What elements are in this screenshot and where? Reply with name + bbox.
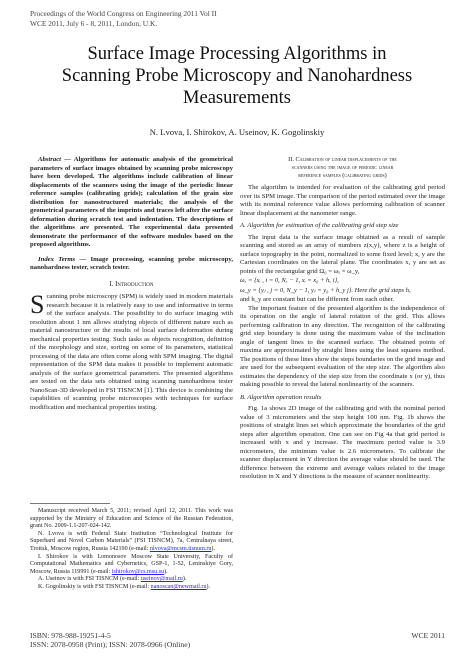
- footnote-useinov-end: ).: [182, 576, 187, 583]
- footer-isbn: ISBN: 978-988-19251-4-5: [30, 631, 111, 640]
- footnote-manuscript: Manuscript received March 5, 2011; revised April 12, 2011. This work was supported by the Ministry of Education and Science of the Russian Federation, grant No. 2009-1.1-207-024-142.: [30, 508, 233, 530]
- abstract-text: Algorithms for automatic analysis of the geometrical parameters of surface images obtained by scanning probe microscopy have been developed. The algorithms include calibration of linear displacements of the scanners using the image of the periodic linear reference samples (calibrating grids); calculation of the grain size distribution for nanostructured materials; the analysis of the geometrical parameters of the imprints and traces left after the surface deformation during scratch test and indentation. The descriptions of the algorithms are presented. The experimental data presented demonstrate the performance of the software modules based on the proposed algorithms.: [30, 156, 233, 248]
- section-heading-calibration: [240, 156, 445, 180]
- footnote-shirokov: [30, 554, 233, 577]
- section-heading-line-1: II. Calibration of linear displacements of the: [288, 156, 397, 163]
- abstract-label: Abstract: [38, 156, 62, 163]
- footnote-shirokov-text: I. Shirokov is with Lomonosov Moscow State University, Faculty of Computational Mathematics and Cybernetics, GSP-1, 1-52, Leninskiye Gory, Moscow, Russia 119991 (e-mail:: [30, 553, 233, 575]
- footnote-gogolinskiy: [30, 584, 233, 592]
- subsection-heading-b: B. Algorithm operation results: [240, 393, 322, 401]
- abstract: [30, 156, 233, 250]
- title-line-3: Measurements: [183, 88, 291, 108]
- input-data-paragraph: The input data is the surface image obtained as a result of sample scanning and stored as an array of numbers z(x,y), where z is a height of surface topography in the point, normalized to some fixed level; x, y are the Cartesian coordinates on the lateral plane. The coordinates x, y are set as points of the rectangular grid Ω₀ = ωₓ × ω_y,: [240, 233, 445, 275]
- footnote-useinov-text: A. Useinov is with FSI TISNCM (e-mail:: [38, 576, 141, 583]
- footer-conference: WCE 2011: [411, 631, 445, 640]
- email-link-useinov[interactable]: useinov@mail.ru: [140, 576, 183, 583]
- footnote-lvova-end: ).: [211, 545, 215, 552]
- equation-omega-x: ωₓ = {xᵢ , i = 0, Nₓ − 1, xᵢ = x₀ + hₓ i},: [240, 277, 339, 284]
- title-line-2: Scanning Probe Microscopy and Nanohardness: [61, 66, 413, 86]
- algorithm-feature-paragraph: The important feature of the presented algorithm is the independence of its operation on the angle of lateral rotation of the grid. This allows performing calibration in any direction. The recognition of the calibrating grid step boundary is done using the maximum value of the inclination angle of tangent lines to the scanned surface. The obtained points of maxima are approximated by straight lines using the least squares method. The positions of these lines show the steps boundaries on the grid image and are used for the subsequent evaluation of the step size. The algorithm also estimates the dependency of the step size from the coordinate x (or y), thus making possible to reveal the lateral nonlinearity of the scanners.: [240, 304, 445, 388]
- footnote-gogolinskiy-end: ).: [206, 583, 211, 590]
- footnote-rule: [30, 503, 110, 504]
- page-footer: [30, 631, 190, 649]
- header-line-1: Proceedings of the World Congress on Engineering 2011 Vol II: [30, 9, 217, 18]
- footnote-lvova-text: N. Lvova is with Federal State Institution “Technological Institute for Superhard and Novel Carbon Materials” (FSI TISNCM), 7a, Centralnaya street, Troitsk, Moscow region, Russia 142190 (e-mail:: [30, 530, 233, 552]
- equation-omega-y: ω_y = {yⱼ , j = 0, N_y − 1, yⱼ = y₀ + h_y j}. Here the grid steps hₓ: [240, 286, 411, 294]
- drop-cap: S: [30, 290, 45, 319]
- left-column: [30, 156, 233, 412]
- email-link-gogolinskiy[interactable]: nanoscan@newmail.ru: [150, 583, 207, 590]
- author-list: N. Lvova, I. Shirokov, A. Useinov, K. Gogolinskiy: [149, 127, 325, 137]
- email-link-lvova[interactable]: nlvova@mcsm.tisnum.ru: [149, 545, 212, 552]
- subsection-heading-a: A. Algorithm for estimation of the calibrating grid step size: [240, 222, 399, 229]
- footnotes: [30, 503, 233, 592]
- footnote-gogolinskiy-text: K. Gogolinskiy is with FSI TISNCM (e-mail:: [38, 583, 151, 590]
- results-paragraph: Fig. 1a shows 2D image of the calibrating grid with the nominal period value of 3 micrometers and the step height 100 nm. Fig. 1b shows the positions of straight lines set which approximate the boundaries of the grid steps after algorithm operation. One can see on Fig 4a that grid period is increased with x and y increase. The maximum period value is 3.9 micrometers, the minimum value is 2.6 micrometers. To calibrate the scanner displacement in Y direction the average value should be used. The difference between the extreme and average values related to the image resolution in X and Y directions is the measure of scanner nonlinearity.: [240, 405, 445, 480]
- index-terms-text: Image processing, scanning probe microscopy, nanohardness tester, scratch tester.: [30, 255, 234, 271]
- right-column: [240, 156, 445, 482]
- title-line-1: Surface Image Processing Algorithms in: [87, 44, 387, 64]
- section-heading-line-3: reference samples (calibrating grids): [298, 172, 387, 179]
- section-heading-line-2: scanners using the image of periodic linear: [291, 164, 394, 171]
- email-link-shirokov[interactable]: ishirokov@cs.msu.su: [111, 568, 165, 575]
- index-terms-dash: —: [75, 255, 91, 263]
- introduction-paragraph: [30, 290, 233, 412]
- abstract-dash: —: [61, 156, 74, 163]
- index-terms-label: Index Terms: [38, 255, 76, 263]
- footnote-shirokov-end: ).: [164, 568, 168, 575]
- footnote-lvova: [30, 531, 233, 554]
- grid-steps-paragraph: and h_y are constant but can be different from each other.: [240, 296, 395, 303]
- index-terms: [30, 256, 233, 273]
- section-heading-introduction: I. Introduction: [109, 280, 154, 288]
- footer-issn: ISSN: 2078-0958 (Print); ISSN: 2078-0966 (Online): [30, 640, 191, 649]
- calibration-intro-paragraph: The algorithm is intended for evaluation of the calibrating grid period over its SPM image. The comparison of the period estimated over the image with its nominal reference value allows performing calibration of scanner linear displacement at the nanometer range.: [240, 184, 445, 217]
- running-header: [30, 9, 217, 29]
- footnote-useinov: [30, 576, 233, 584]
- header-line-2: WCE 2011, July 6 - 8, 2011, London, U.K.: [30, 19, 158, 28]
- introduction-text: canning probe microscopy (SPM) is widely used in modern materials research because it is relatively easy to use and informative in terms of the surface analysis. The possibility to do surface imaging with resolution about 1 nm allows studying objects of different nature such as material nanostructure or the results of local surface deformation during mechanical properties testing. Such tasks as objects recognition, definition of the morphology and size, sorting on some of its parameters, statistical processing of the data are often come along with SPM imaging. The digital representation of the SPM data makes it possible to implement automatic analysis of the surface geometrical parameters. The presented algorithms are tested on the data sets obtained using scanning nanohardness tester NanoScan-3D developed in FSI TISNCM [1]. This device is combining the capabilities of scanning probe microscopes with techniques for surface modification and mechanical properties testing.: [30, 293, 233, 411]
- paper-title: [40, 43, 434, 109]
